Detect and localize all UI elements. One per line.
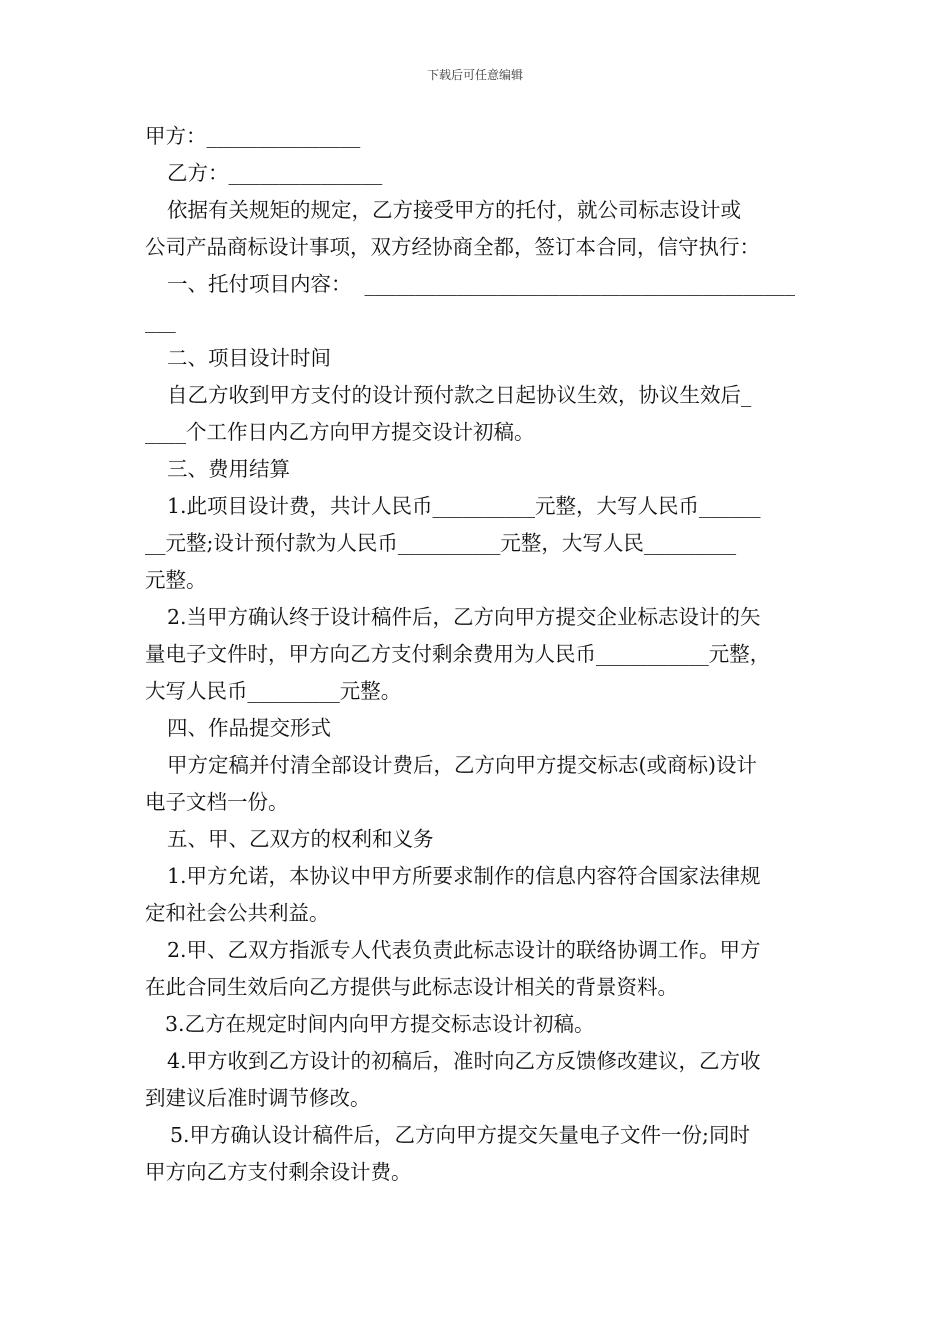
section-5-item-5-line-1: 5.甲方确认设计稿件后，乙方向甲方提交矢量电子文件一份;同时: [170, 1123, 750, 1147]
section-3-heading: 三、费用结算: [167, 457, 290, 481]
section-4-heading: 四、作品提交形式: [167, 716, 331, 740]
section-2-text-1: 自乙方收到甲方支付的设计预付款之日起协议生效，协议生效后_: [167, 383, 752, 407]
section-5-item-2-line-1: 2.甲、乙双方指派专人代表负责此标志设计的联络协调工作。甲方: [167, 938, 761, 962]
section-5-item-2-line-2: 在此合同生效后向乙方提供与此标志设计相关的背景资料。: [145, 975, 678, 999]
section-5-item-1-line-1: 1.甲方允诺，本协议中甲方所要求制作的信息内容符合国家法律规: [167, 864, 761, 888]
party-a-line: 甲方：_______________: [145, 124, 361, 148]
section-3-item-1-line-1: 1.此项目设计费，共计人民币__________元整，大写人民币______: [167, 494, 761, 518]
section-3-item-2-line-1: 2.当甲方确认终于设计稿件后，乙方向甲方提交企业标志设计的矢: [167, 605, 761, 629]
section-4-text-2: 电子文档一份。: [145, 790, 289, 814]
section-5-item-1-line-2: 定和社会公共利益。: [145, 901, 330, 925]
page-header-note: 下载后可任意编辑: [426, 68, 523, 82]
preamble-line-1: 依据有关规矩的规定，乙方接受甲方的托付，就公司标志设计或: [167, 198, 741, 222]
section-5-item-3: 3.乙方在规定时间内向甲方提交标志设计初稿。: [165, 1012, 595, 1036]
contract-body: [145, 118, 815, 1191]
section-1-continuation: ___: [145, 309, 176, 333]
section-3-item-2-line-3: 大写人民币_________元整。: [145, 679, 402, 703]
section-3-item-1-line-2: __元整;设计预付款为人民币__________元整，大写人民_________: [145, 531, 737, 555]
section-1-heading: 一、托付项目内容： __________________________________________: [167, 272, 796, 296]
section-3-item-1-line-3: 元整。: [145, 568, 207, 592]
section-2-text-2: ____个工作日内乙方向甲方提交设计初稿。: [145, 420, 535, 444]
section-2-heading: 二、项目设计时间: [167, 346, 331, 370]
section-5-item-4-line-2: 到建议后准时调节修改。: [145, 1086, 371, 1110]
preamble-line-2: 公司产品商标设计事项，双方经协商全都，签订本合同，信守执行：: [145, 235, 760, 259]
section-3-item-2-line-2: 量电子文件时，甲方向乙方支付剩余费用为人民币___________元整，: [145, 642, 771, 666]
section-5-item-4-line-1: 4.甲方收到乙方设计的初稿后，准时向乙方反馈修改建议，乙方收: [167, 1049, 761, 1073]
party-b-line: 乙方：_______________: [167, 161, 383, 185]
section-5-item-5-line-2: 甲方向乙方支付剩余设计费。: [145, 1160, 412, 1184]
section-4-text-1: 甲方定稿并付清全部设计费后，乙方向甲方提交标志(或商标)设计: [167, 753, 757, 777]
section-5-heading: 五、甲、乙双方的权利和义务: [167, 827, 434, 851]
